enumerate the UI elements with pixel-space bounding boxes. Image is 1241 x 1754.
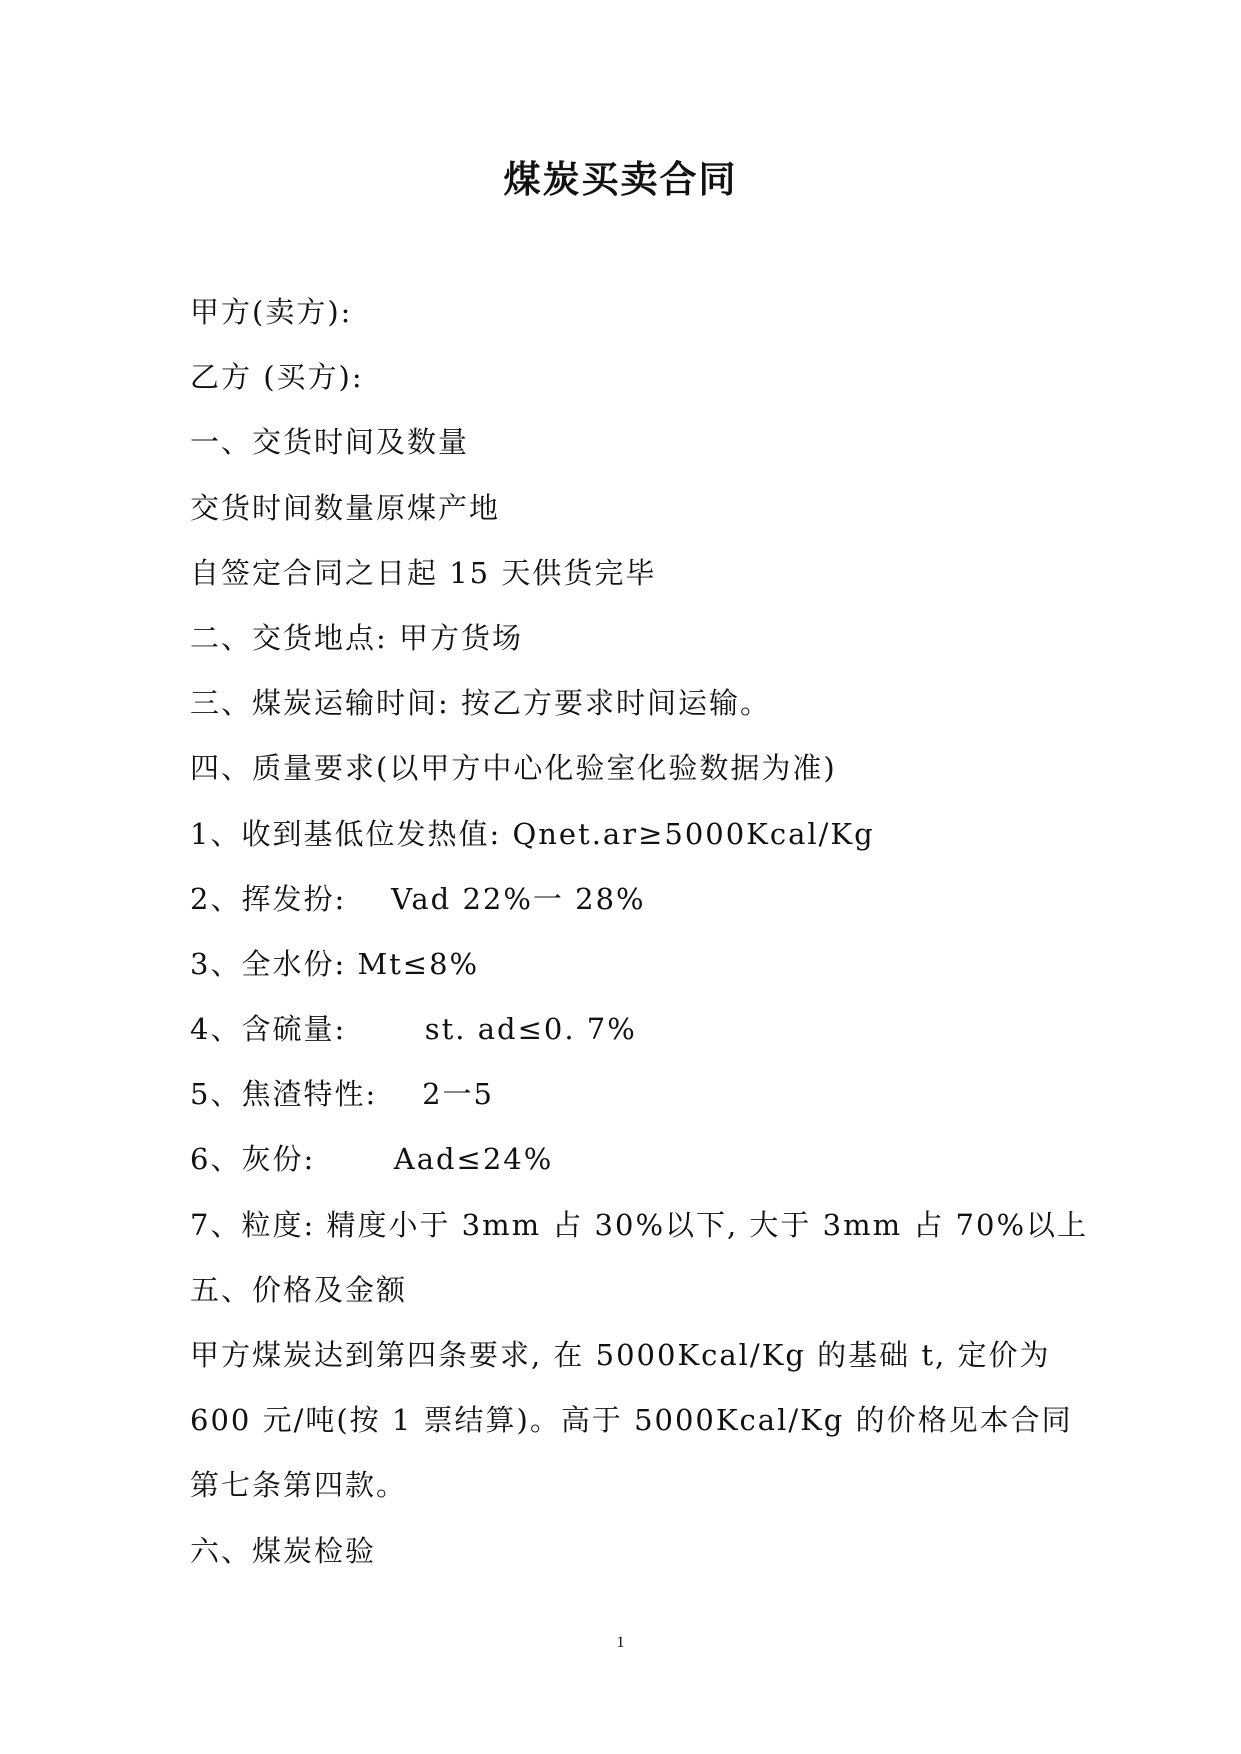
document-body (190, 288, 1088, 1592)
section-6-heading: 六、煤炭检验 (190, 1533, 377, 1568)
paragraph-line: 第七条第四款。 (190, 1468, 408, 1503)
quality-item: 5、焦渣特性: 2一5 (190, 1077, 494, 1112)
quality-item: 1、收到基低位发热值: Qnet.ar≥5000Kcal/Kg (190, 816, 875, 851)
section-2-heading: 二、交货地点: 甲方货场 (190, 620, 523, 655)
paragraph-line: 甲方煤炭达到第四条要求, 在 5000Kcal/Kg 的基础 t, 定价为 (190, 1338, 1051, 1372)
quality-item: 7、粒度: 精度小于 3mm 占 30%以下, 大于 3mm 占 70%以上 (190, 1207, 1088, 1242)
section-1-heading: 一、交货时间及数量 (190, 425, 470, 460)
page-number: 1 (616, 1634, 625, 1651)
paragraph-line: 600 元/吨(按 1 票结算)。高于 5000Kcal/Kg 的价格见本合同 (190, 1403, 1073, 1438)
section-5-heading: 五、价格及金额 (190, 1272, 408, 1307)
section-3-heading: 三、煤炭运输时间: 按乙方要求时间运输。 (190, 686, 771, 721)
quality-item: 2、挥发扮: Vad 22%一 28% (190, 881, 646, 916)
paragraph-line: 自签定合同之日起 15 天供货完毕 (190, 555, 657, 590)
section-4-heading: 四、质量要求(以甲方中心化验室化验数据为准) (190, 751, 837, 786)
quality-item: 6、灰份: Aad≤24% (190, 1142, 554, 1177)
party-a-line: 甲方(卖方): (190, 295, 353, 329)
paragraph-line: 交货时间数量原煤产地 (190, 490, 501, 525)
quality-item: 3、全水份: Mt≤8% (190, 946, 480, 981)
document-title: 煤炭买卖合同 (503, 157, 738, 201)
quality-item: 4、含硫量: st. ad≤0. 7% (190, 1012, 637, 1047)
party-b-line: 乙方 (买方): (190, 360, 364, 395)
